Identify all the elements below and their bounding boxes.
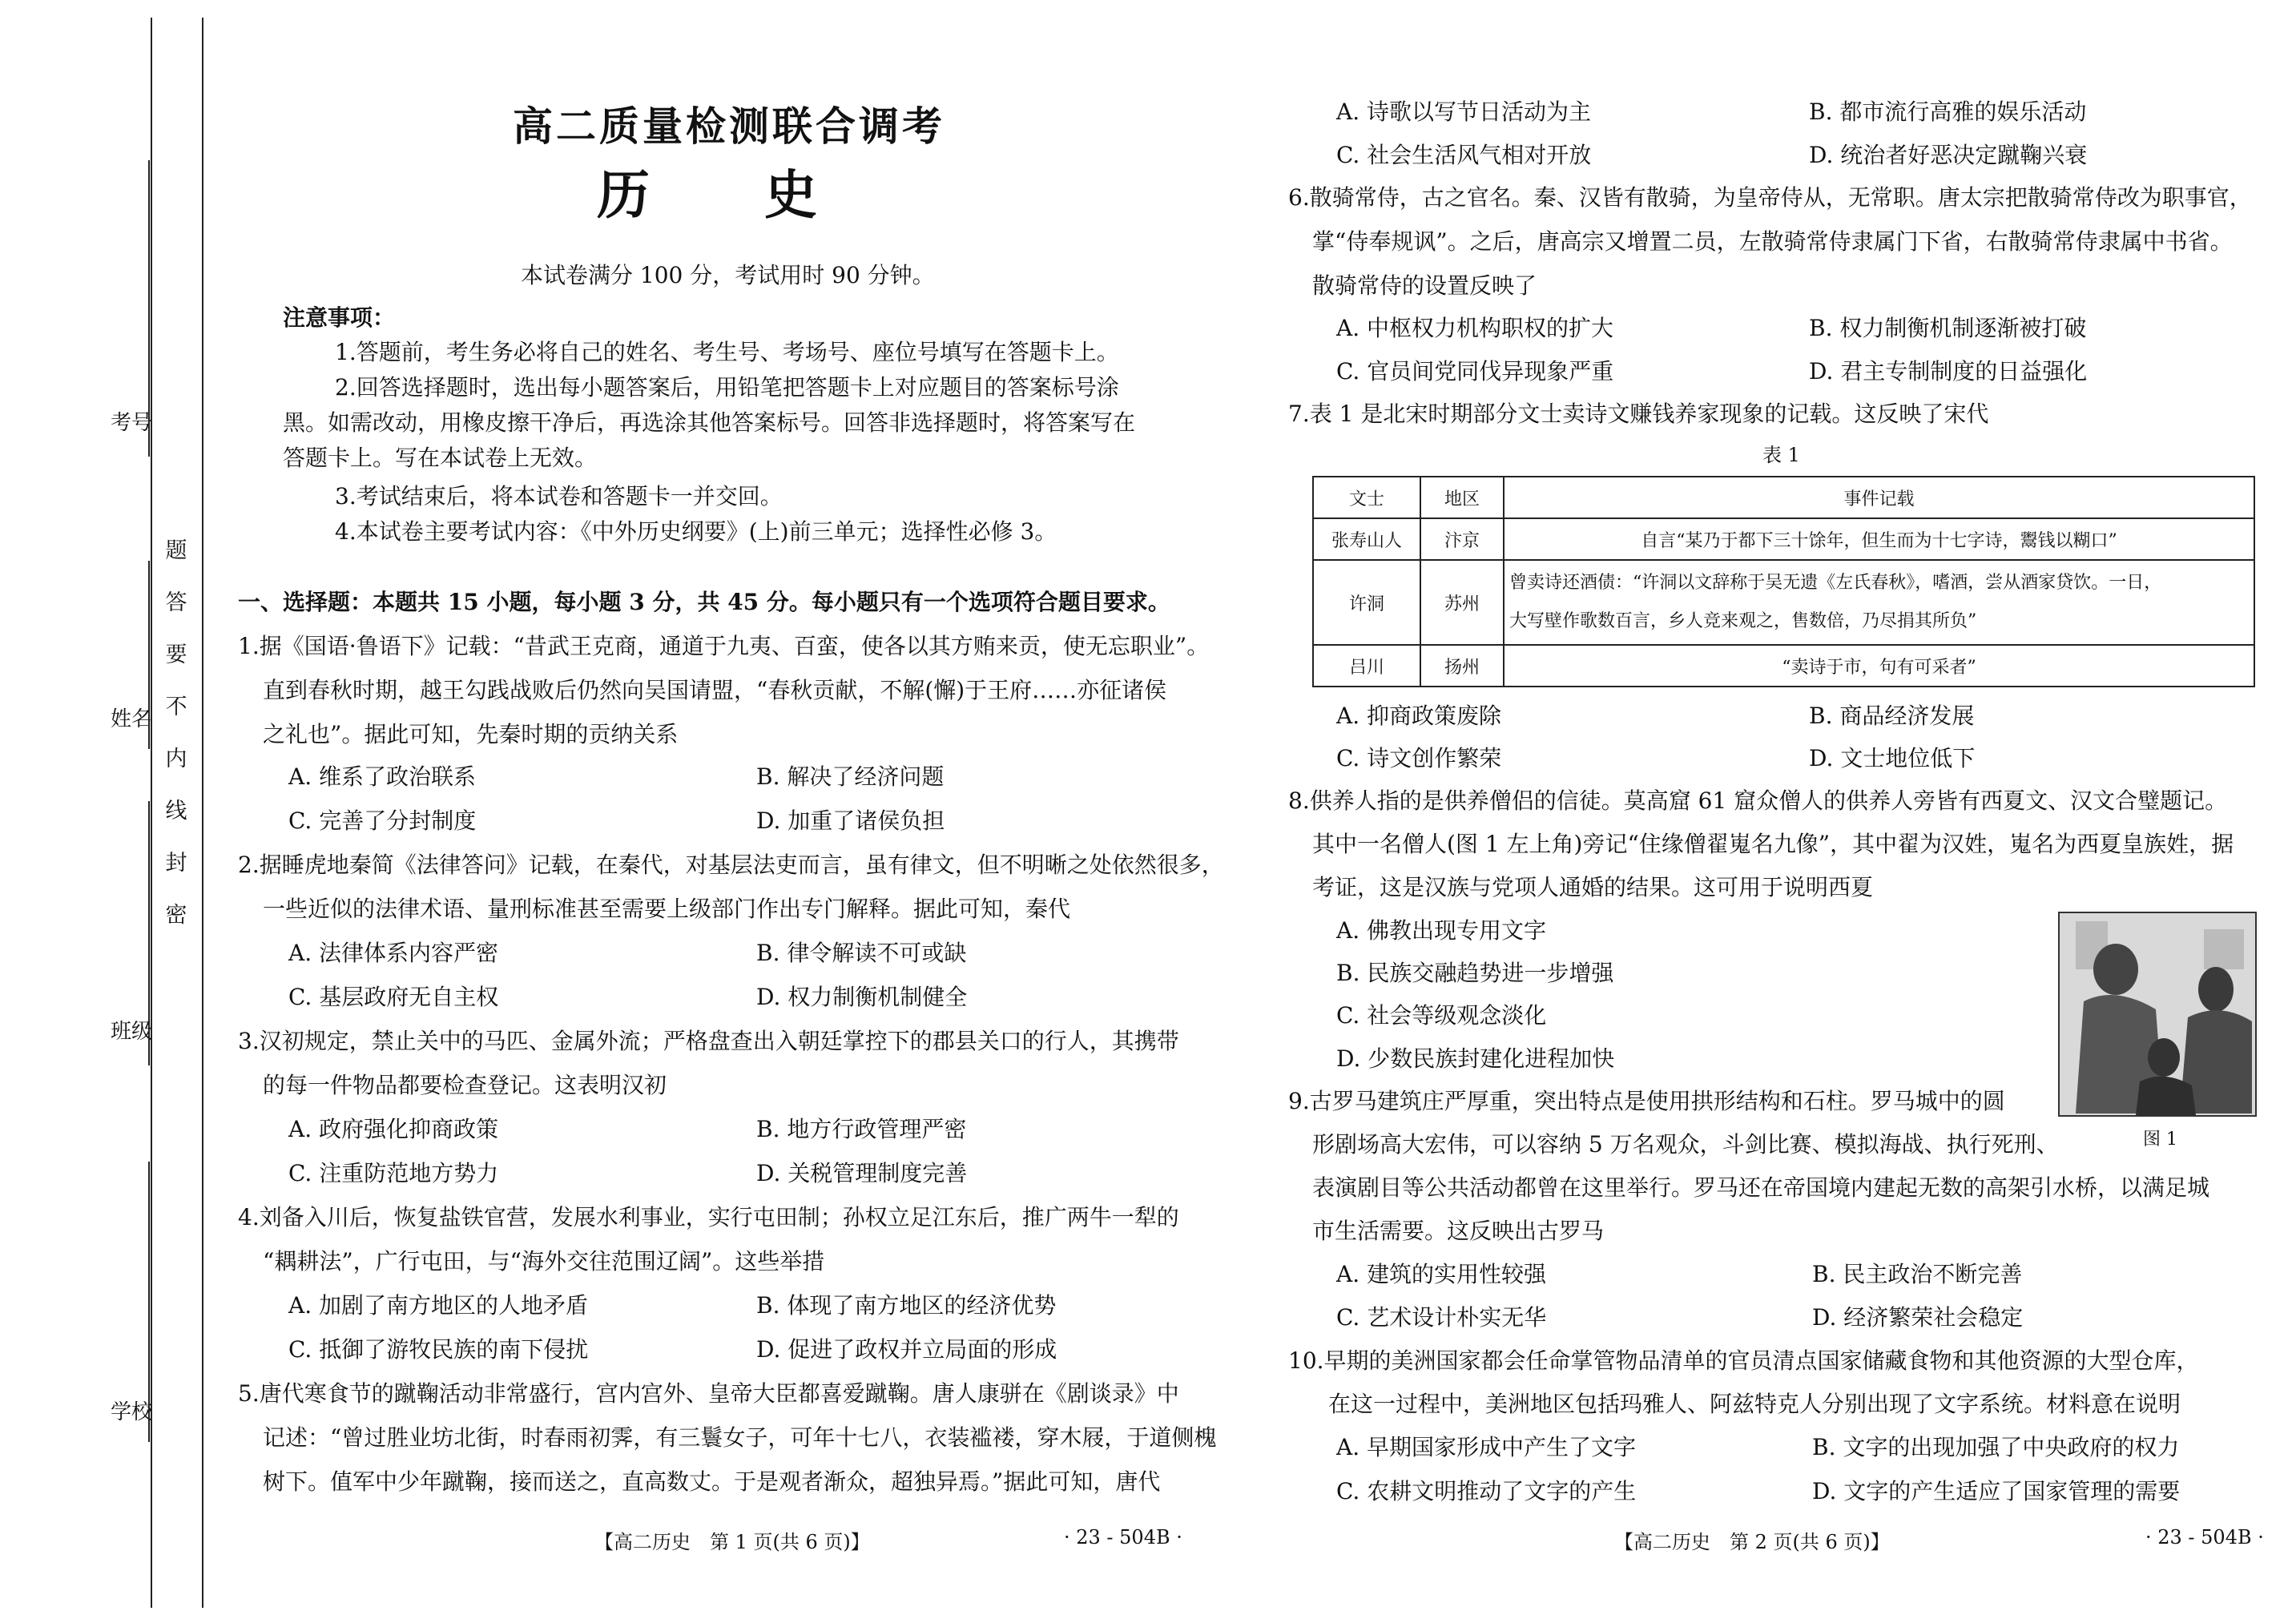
q2-stem: 2.据睡虎地秦简《法律答问》记载，在秦代，对基层法吏而言，虽有律文，但不明晰之处依然很多， — [238, 852, 1224, 878]
q8-stem: 其中一名僧人(图 1 左上角)旁记“住缘僧翟嵬名九像”，其中翟为汉姓，嵬名为西夏皇族姓，据 — [1312, 831, 2234, 857]
q9-option-a[interactable]: A. 建筑的实用性较强 — [1336, 1261, 1547, 1287]
q5-stem: 树下。值军中少年蹴鞠，接而送之，直高数丈。于是观者渐众，超独异焉。”据此可知，唐代 — [263, 1468, 1161, 1495]
q7-option-a[interactable]: A. 抑商政策废除 — [1336, 703, 1502, 729]
notes-heading: 注意事项： — [283, 304, 396, 331]
q1-stem: 直到春秋时期，越王勾践战败后仍然向吴国请盟，“春秋贡献，不解(懈)于王府……亦征诸侯 — [263, 677, 1167, 703]
q3-option-d[interactable]: D. 关税管理制度完善 — [756, 1160, 968, 1186]
q9-option-b[interactable]: B. 民主政治不断完善 — [1812, 1261, 2023, 1287]
q3-option-b[interactable]: B. 地方行政管理严密 — [756, 1116, 967, 1142]
q4-option-c[interactable]: C. 抵御了游牧民族的南下侵扰 — [288, 1336, 589, 1363]
note-line: 2.回答选择题时，选出每小题答案后，用铅笔把答题卡上对应题目的答案标号涂 — [335, 374, 1119, 401]
q6-option-d[interactable]: D. 君主专制制度的日益强化 — [1809, 358, 2088, 385]
table-cell: 扬州 — [1420, 645, 1504, 687]
q5-option-b[interactable]: B. 都市流行高雅的娱乐活动 — [1809, 99, 2087, 125]
q3-option-a[interactable]: A. 政府强化抑商政策 — [288, 1116, 499, 1142]
fold-char: 密 — [165, 903, 187, 928]
q7-option-b[interactable]: B. 商品经济发展 — [1809, 703, 1975, 729]
name-label: 姓名 — [111, 707, 153, 731]
table-cell: 许洞 — [1313, 560, 1420, 645]
class-label: 班级 — [111, 1020, 153, 1044]
q2-option-c[interactable]: C. 基层政府无自主权 — [288, 984, 499, 1010]
table-cell: 张寿山人 — [1313, 518, 1420, 560]
q9-option-c[interactable]: C. 艺术设计朴实无华 — [1336, 1304, 1547, 1331]
q10-option-b[interactable]: B. 文字的出现加强了中央政府的权力 — [1812, 1434, 2180, 1460]
q9-stem: 市生活需要。这反映出古罗马 — [1312, 1218, 1605, 1244]
q4-option-d[interactable]: D. 促进了政权并立局面的形成 — [756, 1336, 1057, 1363]
fold-line-chars — [164, 525, 188, 941]
table-row — [1313, 645, 2254, 687]
mural-illustration — [2060, 913, 2255, 1115]
score-note: 本试卷满分 100 分，考试用时 90 分钟。 — [521, 262, 935, 288]
q4-stem: “耦耕法”，广行屯田，与“海外交往范围辽阔”。这些举措 — [263, 1248, 825, 1275]
q6-stem: 掌“侍奉规讽”。之后，唐高宗又增置二员，左散骑常侍隶属门下省，右散骑常侍隶属中书省。 — [1312, 228, 2233, 255]
q1-option-b[interactable]: B. 解决了经济问题 — [756, 763, 945, 790]
table-cell: 吕川 — [1313, 645, 1420, 687]
q10-stem: 10.早期的美洲国家都会任命掌管物品清单的官员清点国家储藏食物和其他资源的大型仓库， — [1288, 1347, 2199, 1374]
page-code-right: · 23 - 504B · — [2145, 1526, 2264, 1548]
table-cell-line: 大写壁作歌数百言，乡人竞来观之，售数倍，乃尽捐其所负” — [1509, 611, 1977, 631]
table-title: 表 1 — [1762, 444, 1800, 466]
q7-option-c[interactable]: C. 诗文创作繁荣 — [1336, 745, 1502, 771]
fold-char: 答 — [165, 590, 187, 615]
q6-option-c[interactable]: C. 官员间党同伐异现象严重 — [1336, 358, 1614, 385]
figure-1-mural-image — [2058, 912, 2257, 1117]
note-line: 3.考试结束后，将本试卷和答题卡一并交回。 — [335, 483, 783, 509]
note-line: 1.答题前，考生务必将自己的姓名、考生号、考场号、座位号填写在答题卡上。 — [335, 339, 1119, 365]
q3-option-c[interactable]: C. 注重防范地方势力 — [288, 1160, 499, 1186]
table-header: 文士 — [1313, 477, 1420, 518]
fold-char: 不 — [165, 695, 187, 719]
q2-stem: 一些近似的法律术语、量刑标准甚至需要上级部门作出专门解释。据此可知，秦代 — [263, 896, 1071, 922]
q1-option-d[interactable]: D. 加重了诸侯负担 — [756, 807, 945, 834]
table-cell — [1504, 560, 2254, 645]
page-code-left: · 23 - 504B · — [1064, 1526, 1182, 1548]
fold-char: 封 — [165, 851, 187, 876]
q1-stem: 之礼也”。据此可知，先秦时期的贡纳关系 — [263, 721, 679, 747]
table-cell: 苏州 — [1420, 560, 1504, 645]
note-line: 4.本试卷主要考试内容：《中外历史纲要》(上)前三单元；选择性必修 3。 — [335, 518, 1057, 545]
fold-char: 题 — [165, 538, 187, 563]
q10-stem: 在这一过程中，美洲地区包括玛雅人、阿兹特克人分别出现了文字系统。材料意在说明 — [1328, 1391, 2181, 1417]
class-blank[interactable] — [148, 801, 150, 1065]
q6-stem: 6.散骑常侍，古之官名。秦、汉皆有散骑，为皇帝侍从，无常职。唐太宗把散骑常侍改为职事官， — [1288, 184, 2252, 211]
exam-title: 高二质量检测联合调考 — [513, 103, 945, 150]
q8-option-a[interactable]: A. 佛教出现专用文字 — [1336, 917, 1547, 944]
subject-title: 历 史 — [597, 163, 865, 226]
q3-stem: 的每一件物品都要检查登记。这表明汉初 — [263, 1072, 667, 1098]
q9-option-d[interactable]: D. 经济繁荣社会稳定 — [1812, 1304, 2024, 1331]
q5-option-a[interactable]: A. 诗歌以写节日活动为主 — [1336, 99, 1592, 125]
q3-stem: 3.汉初规定，禁止关中的马匹、金属外流；严格盘查出入朝廷掌控下的郡县关口的行人，其携带 — [238, 1028, 1179, 1054]
q5-option-c[interactable]: C. 社会生活风气相对开放 — [1336, 142, 1592, 168]
table-header: 地区 — [1420, 477, 1504, 518]
q1-option-a[interactable]: A. 维系了政治联系 — [288, 763, 477, 790]
q4-option-a[interactable]: A. 加剧了南方地区的人地矛盾 — [288, 1292, 589, 1319]
table-1 — [1312, 476, 2255, 687]
exam-number-blank[interactable] — [148, 160, 150, 457]
q8-stem: 考证，这是汉族与党项人通婚的结果。这可用于说明西夏 — [1312, 874, 1874, 900]
page-footer-left: 【高二历史 第 1 页(共 6 页)】 — [594, 1531, 870, 1553]
q7-option-d[interactable]: D. 文士地位低下 — [1809, 745, 1976, 771]
q9-stem: 9.古罗马建筑庄严厚重，突出特点是使用拱形结构和石柱。罗马城中的圆 — [1288, 1088, 2005, 1114]
table-cell: “卖诗于市，句有可采者” — [1504, 645, 2254, 687]
q6-option-a[interactable]: A. 中枢权力机构职权的扩大 — [1336, 315, 1614, 341]
note-line: 黑。如需改动，用橡皮擦干净后，再选涂其他答案标号。回答非选择题时，将答案写在 — [283, 409, 1136, 436]
fold-char: 内 — [165, 747, 187, 771]
school-blank[interactable] — [148, 1162, 150, 1442]
q8-stem: 8.供养人指的是供养僧侣的信徒。莫高窟 61 窟众僧人的供养人旁皆有西夏文、汉文合璧题记。 — [1288, 787, 2228, 814]
page-footer-right: 【高二历史 第 2 页(共 6 页)】 — [1614, 1531, 1890, 1553]
q10-option-c[interactable]: C. 农耕文明推动了文字的产生 — [1336, 1478, 1637, 1504]
q1-stem: 1.据《国语·鲁语下》记载：“昔武王克商，通道于九夷、百蛮，使各以其方贿来贡，使无忘职业”。 — [238, 633, 1210, 659]
q1-option-c[interactable]: C. 完善了分封制度 — [288, 807, 477, 834]
q9-stem: 形剧场高大宏伟，可以容纳 5 万名观众，斗剑比赛、模拟海战、执行死刑、 — [1312, 1131, 2059, 1158]
q4-stem: 4.刘备入川后，恢复盐铁官营，发展水利事业，实行屯田制；孙权立足江东后，推广两牛一犁的 — [238, 1204, 1179, 1230]
fold-char: 要 — [165, 642, 187, 667]
table-header: 事件记载 — [1504, 477, 2254, 518]
q6-option-b[interactable]: B. 权力制衡机制逐渐被打破 — [1809, 315, 2087, 341]
q5-option-d[interactable]: D. 统治者好恶决定蹴鞠兴衰 — [1809, 142, 2088, 168]
q5-stem: 记述：“曾过胜业坊北街，时春雨初霁，有三鬟女子，可年十七八，衣装褴褛，穿木屐，于道侧槐 — [263, 1424, 1217, 1451]
section-heading: 一、选择题：本题共 15 小题，每小题 3 分，共 45 分。每小题只有一个选项符合题目要求。 — [238, 589, 1170, 615]
q10-option-d[interactable]: D. 文字的产生适应了国家管理的需要 — [1812, 1478, 2181, 1504]
q10-option-a[interactable]: A. 早期国家形成中产生了文字 — [1336, 1434, 1637, 1460]
figure-1-caption: 图 1 — [2143, 1130, 2177, 1150]
fold-char: 线 — [165, 799, 187, 824]
q4-option-b[interactable]: B. 体现了南方地区的经济优势 — [756, 1292, 1057, 1319]
name-blank[interactable] — [148, 561, 150, 749]
q5-stem: 5.唐代寒食节的蹴鞠活动非常盛行，宫内宫外、皇帝大臣都喜爱蹴鞠。唐人康骈在《剧谈录》中 — [238, 1380, 1179, 1407]
q8-option-d[interactable]: D. 少数民族封建化进程加快 — [1336, 1045, 1615, 1072]
binding-line-outer — [151, 18, 152, 1608]
binding-line-inner — [202, 18, 203, 1608]
table-cell-line: 曾卖诗还酒债：“许洞以文辞称于吴无遗《左氏春秋》，嗜酒，尝从酒家贷饮。一日， — [1509, 573, 2162, 593]
q6-stem: 散骑常侍的设置反映了 — [1312, 272, 1537, 299]
q8-option-c[interactable]: C. 社会等级观念淡化 — [1336, 1002, 1547, 1029]
q2-option-d[interactable]: D. 权力制衡机制健全 — [756, 984, 968, 1010]
q9-stem: 表演剧目等公共活动都曾在这里举行。罗马还在帝国境内建起无数的高架引水桥，以满足城 — [1312, 1174, 2210, 1201]
q2-option-a[interactable]: A. 法律体系内容严密 — [288, 940, 499, 966]
table-cell: 自言“某乃于都下三十馀年，但生而为十七字诗，鬻钱以糊口” — [1504, 518, 2254, 560]
school-label: 学校 — [111, 1400, 153, 1424]
table-header-row — [1313, 477, 2254, 518]
q8-option-b[interactable]: B. 民族交融趋势进一步增强 — [1336, 960, 1614, 986]
q7-stem: 7.表 1 是北宋时期部分文士卖诗文赚钱养家现象的记载。这反映了宋代 — [1288, 401, 1989, 427]
note-line: 答题卡上。写在本试卷上无效。 — [283, 445, 598, 471]
q2-option-b[interactable]: B. 律令解读不可或缺 — [756, 940, 967, 966]
table-row — [1313, 560, 2254, 645]
table-row — [1313, 518, 2254, 560]
table-cell: 汴京 — [1420, 518, 1504, 560]
exam-number-label: 考号 — [111, 411, 153, 435]
